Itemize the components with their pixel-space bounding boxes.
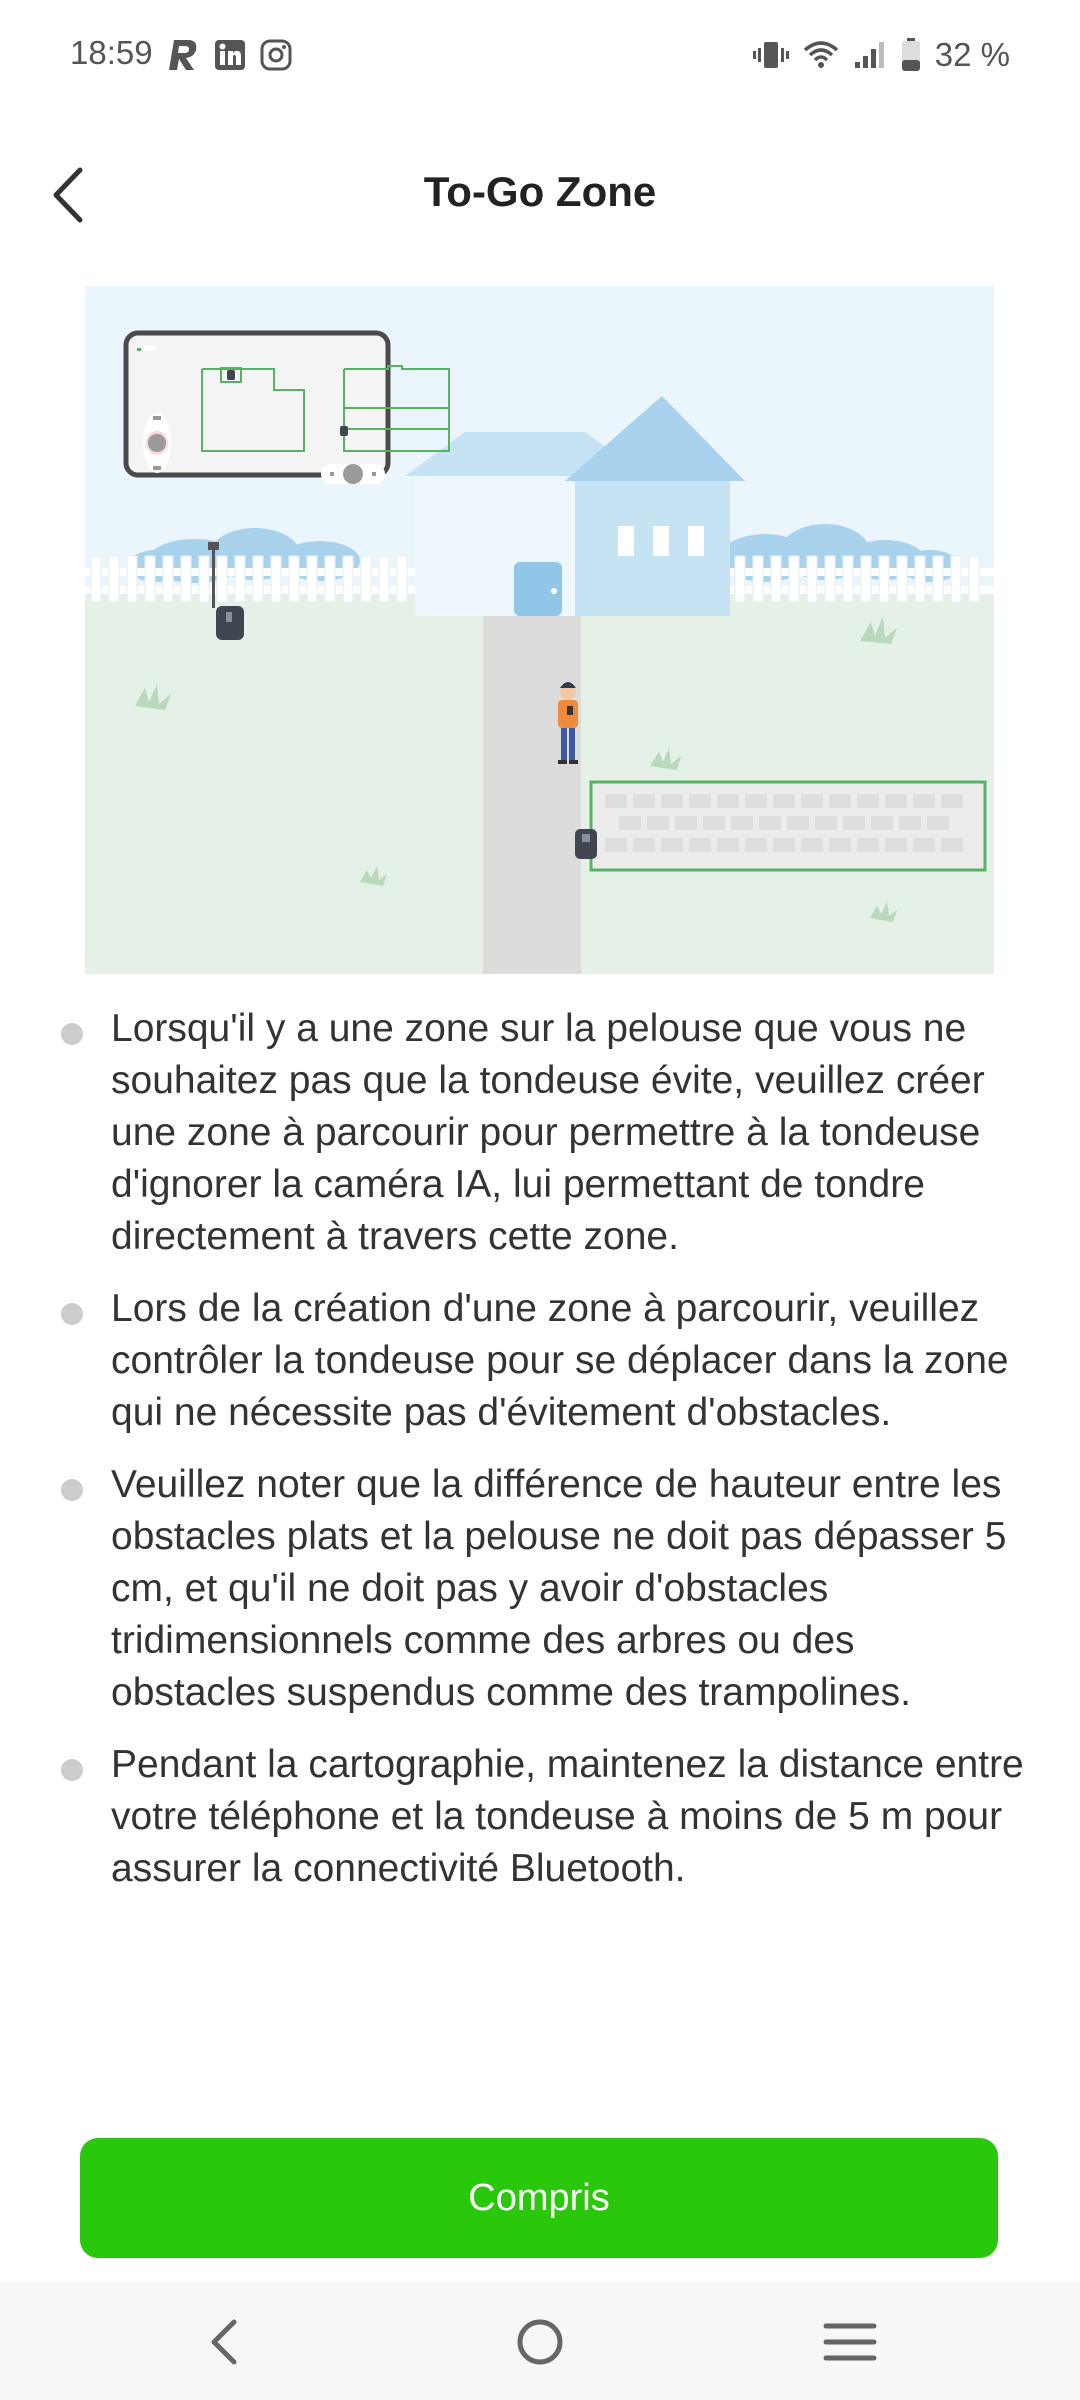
- recents-nav-icon: [820, 2312, 880, 2372]
- back-nav-icon: [196, 2312, 256, 2372]
- instruction-text: Veuillez noter que la différence de hauteur entre les obstacles plats et la pelouse ne doit pas dépasser 5 cm, et qu'il ne doit pas y avoir d'obstacles tridimensionnels comme des arbres ou des obstacles suspendus comme des trampolines.: [111, 1463, 1007, 1714]
- list-item: [58, 1283, 1028, 1439]
- nav-recents-button[interactable]: [820, 2312, 880, 2372]
- bullet-dot: [61, 1479, 83, 1501]
- home-nav-icon: [510, 2312, 570, 2372]
- signal-icon: [853, 40, 887, 70]
- linkedin-icon: [214, 39, 246, 71]
- nav-home-button[interactable]: [510, 2312, 570, 2372]
- walkway: [483, 616, 581, 974]
- bullet-dot: [61, 1759, 83, 1781]
- instruction-text: Pendant la cartographie, maintenez la distance entre votre téléphone et la tondeuse à moins de 5 m pour assurer la connectivité Bluetooth.: [111, 1743, 1024, 1890]
- system-status-icons: [753, 36, 1010, 74]
- list-item: [58, 1459, 1028, 1719]
- instagram-icon: [260, 39, 292, 71]
- vibrate-icon: [753, 40, 789, 70]
- instruction-text: Lorsqu'il y a une zone sur la pelouse que vous ne souhaitez pas que la tondeuse évite, veuillez créer une zone à parcourir pour permettre à la tondeuse d'ignorer la caméra IA, lui permettant de tondre directement à travers cette zone.: [111, 1007, 985, 1258]
- understood-button[interactable]: Compris: [80, 2138, 998, 2258]
- robot-mower: [575, 829, 597, 859]
- bullet-dot: [61, 1023, 83, 1045]
- status-time: 18:59: [70, 34, 153, 71]
- nav-back-button[interactable]: [196, 2312, 256, 2372]
- to-go-zone-illustration: [85, 286, 994, 974]
- status-bar: [0, 0, 1080, 115]
- header: [0, 120, 1080, 260]
- page-title: To-Go Zone: [423, 168, 657, 215]
- bullet-dot: [61, 1303, 83, 1325]
- list-item: [58, 1003, 1028, 1263]
- to-go-zone-area: [591, 782, 985, 870]
- instruction-list: [58, 1003, 1028, 1915]
- list-item: [58, 1739, 1028, 1895]
- battery-percent: 32 %: [934, 36, 1010, 73]
- notification-icons: [168, 38, 292, 72]
- instruction-text: Lors de la création d'une zone à parcourir, veuillez contrôler la tondeuse pour se déplacer dans la zone qui ne nécessite pas d'évitement d'obstacles.: [111, 1287, 1009, 1434]
- system-nav-bar: [0, 2282, 1080, 2400]
- wifi-icon: [803, 40, 839, 70]
- r-app-icon: [168, 38, 200, 72]
- battery-icon: [901, 38, 921, 72]
